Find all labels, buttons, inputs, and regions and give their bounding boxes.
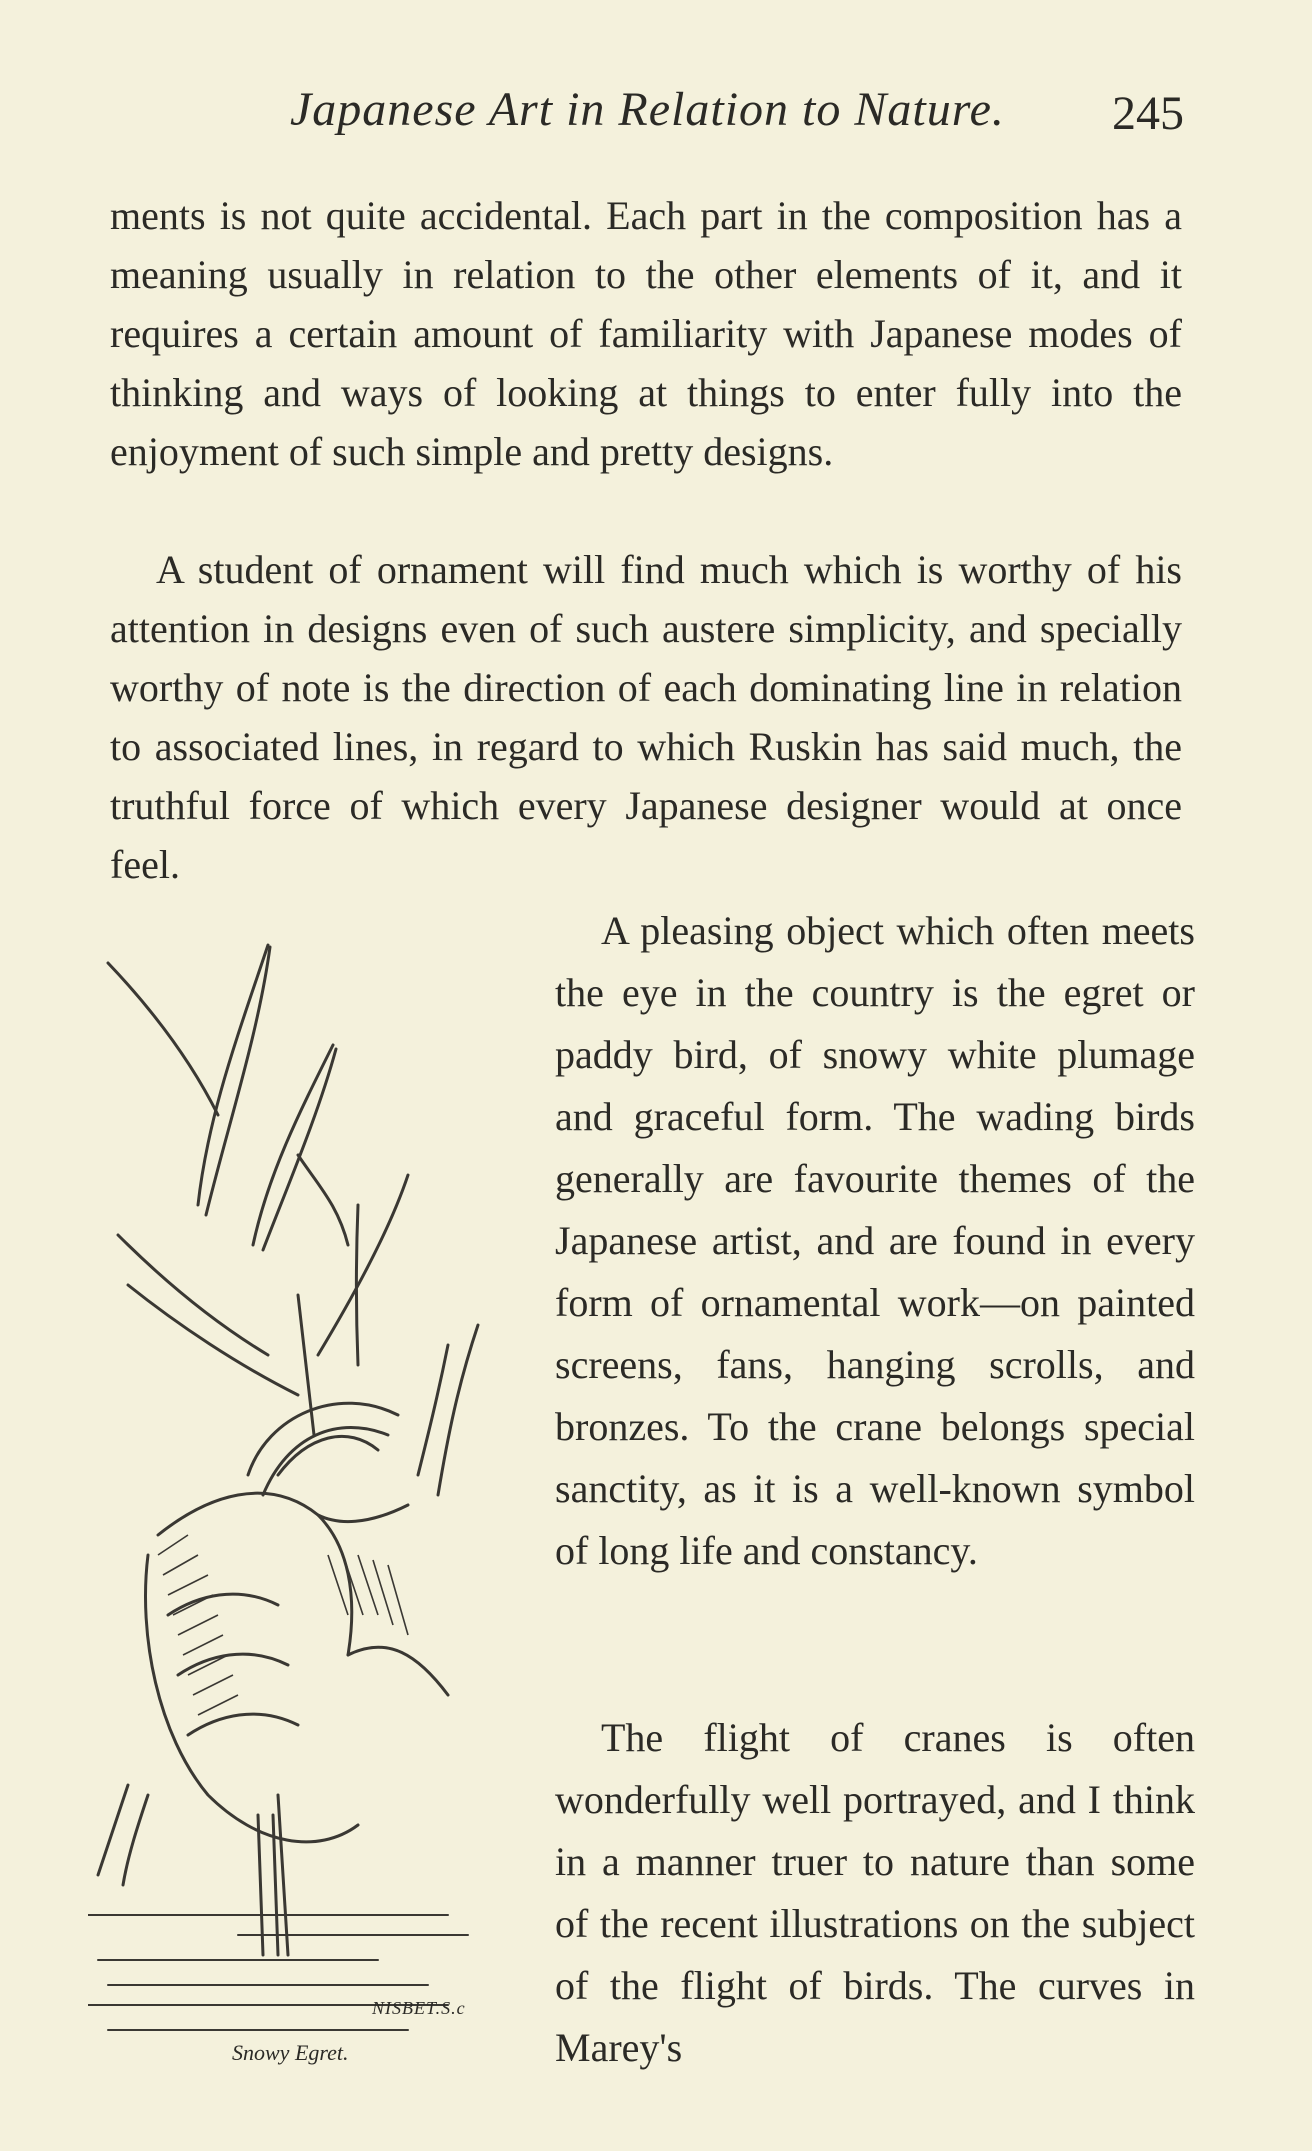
engraver-signature: NISBET.S.c <box>372 1998 466 2018</box>
egret-illustration <box>88 915 558 2055</box>
figure-caption: Snowy Egret. <box>232 2040 349 2065</box>
running-title: Japanese Art in Relation to Nature. <box>290 83 1005 136</box>
egret-engraving-icon <box>88 915 558 2055</box>
paragraph-2: A student of ornament will find much which is worthy of his attention in designs even of such austere simplicity, and specially worthy of note is the direction of each dominating line in relation to associated lines, in regard to which Ruskin has said much, the truthful force of which every Japanese designer would at once feel. <box>110 547 1182 887</box>
paragraph-1: ments is not quite accidental. Each part in the composition has a meaning usually in relation to the other elements of it, and it requires a certain amount of familiarity with Japanese modes of thinking and ways of looking at things to enter fully into the enjoyment of such simple and pretty designs. <box>110 193 1182 474</box>
page-header <box>0 72 1312 142</box>
paragraph-4: The flight of cranes is often wonderfully well portrayed, and I think in a manner truer to nature than some of the recent illustrations on the subject of the flight of birds. The curves in Marey's <box>555 1715 1195 2070</box>
page-number: 245 <box>1112 87 1184 140</box>
paragraph-3: A pleasing object which often meets the eye in the country is the egret or paddy bird, of snowy white plumage and graceful form. The wading birds generally are favourite themes of the Japanese artist, and are found in every form of ornamental work—on painted screens, fans, hanging scrolls, and bronzes. To the crane belongs special sanctity, as it is a well-known symbol of long life and constancy. <box>555 908 1195 1573</box>
